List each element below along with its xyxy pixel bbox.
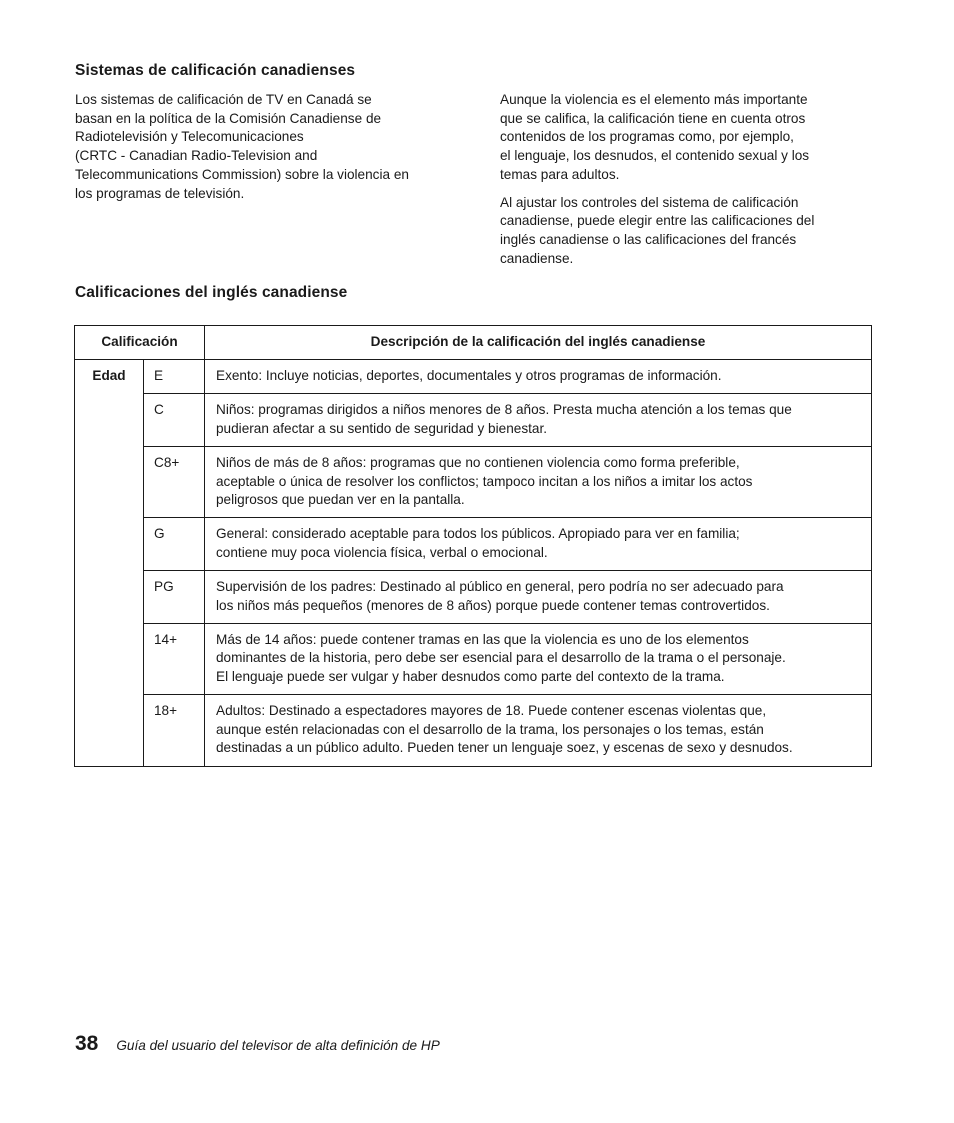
text-line: Al ajustar los controles del sistema de calificación <box>500 194 799 210</box>
rating-code: 18+ <box>144 695 205 766</box>
text-line: Exento: Incluye noticias, deportes, documentales y otros programas de información. <box>216 368 722 383</box>
text-line: Telecommunications Commission) sobre la violencia en <box>75 166 409 182</box>
text-line: Más de 14 años: puede contener tramas en las que la violencia es uno de los elementos <box>216 632 749 648</box>
text-line: Aunque la violencia es el elemento más importante <box>500 92 808 107</box>
table-row <box>75 624 872 695</box>
age-group-label: Edad <box>75 360 144 767</box>
text-line: el lenguaje, los desnudos, el contenido sexual y los <box>500 148 810 164</box>
text-line: Niños de más de 8 años: programas que no contienen violencia como forma preferible, <box>216 455 740 471</box>
text-line: Niños: programas dirigidos a niños menores de 8 años. Presta mucha atención a los temas que <box>216 402 792 418</box>
rating-description <box>205 447 872 518</box>
rating-code: C8+ <box>144 447 205 518</box>
violence-paragraph <box>500 91 865 185</box>
text-line: Los sistemas de calificación de TV en Canadá se <box>75 92 372 107</box>
rating-code: E <box>144 360 205 394</box>
table-row <box>75 394 872 447</box>
table-row <box>75 360 872 394</box>
table-row <box>75 571 872 624</box>
text-line: temas para adultos. <box>500 166 620 182</box>
rating-description <box>205 571 872 624</box>
table-row <box>75 447 872 518</box>
text-line: canadiense, puede elegir entre las calificaciones del <box>500 213 815 229</box>
rating-description <box>205 624 872 695</box>
text-line: que se califica, la calificación tiene en cuenta otros <box>500 110 806 126</box>
text-line: Supervisión de los padres: Destinado al público en general, pero podría no ser adecuado para <box>216 579 784 595</box>
text-line: aceptable o única de resolver los conflictos; tampoco incitan a los niños a imitar los actos <box>216 473 753 489</box>
text-line: los programas de televisión. <box>75 185 245 201</box>
text-line: contiene muy poca violencia física, verbal o emocional. <box>216 544 548 560</box>
text-line: los niños más pequeños (menores de 8 años) porque puede contener temas controvertidos. <box>216 597 770 613</box>
text-line: Radiotelevisión y Telecomunicaciones <box>75 129 304 145</box>
section-heading-canadian-systems: Sistemas de calificación canadienses <box>75 62 356 79</box>
text-line: basan en la política de la Comisión Canadiense de <box>75 110 382 126</box>
header-rating: Calificación <box>75 326 205 360</box>
intro-right-column <box>500 91 865 277</box>
controls-paragraph <box>500 194 865 269</box>
table-row <box>75 695 872 766</box>
rating-code: PG <box>144 571 205 624</box>
table-header-row <box>75 326 872 360</box>
page-number: 38 <box>75 1032 99 1055</box>
rating-code: 14+ <box>144 624 205 695</box>
text-line: canadiense. <box>500 250 574 266</box>
text-line: (CRTC - Canadian Radio-Television and <box>75 148 318 164</box>
rating-description <box>205 360 872 394</box>
header-description: Descripción de la calificación del inglés canadiense <box>205 326 872 360</box>
rating-description <box>205 394 872 447</box>
text-line: peligrosos que puedan ver en la pantalla. <box>216 492 465 508</box>
page-footer <box>75 1032 440 1056</box>
intro-paragraph <box>75 91 450 203</box>
intro-left-column <box>75 91 450 212</box>
rating-code: G <box>144 518 205 571</box>
text-line: pudieran afectar a su sentido de seguridad y bienestar. <box>216 420 548 436</box>
table-row <box>75 518 872 571</box>
text-line: General: considerado aceptable para todos los públicos. Apropiado para ver en familia; <box>216 526 740 542</box>
rating-description <box>205 695 872 766</box>
rating-description <box>205 518 872 571</box>
section-heading-english-ratings: Calificaciones del inglés canadiense <box>75 284 348 301</box>
ratings-table <box>74 325 872 767</box>
text-line: Adultos: Destinado a espectadores mayores de 18. Puede contener escenas violentas que, <box>216 703 767 719</box>
guide-title: Guía del usuario del televisor de alta definición de HP <box>116 1038 440 1053</box>
text-line: contenidos de los programas como, por ejemplo, <box>500 129 794 145</box>
rating-code: C <box>144 394 205 447</box>
text-line: destinadas a un público adulto. Pueden tener un lenguaje soez, y escenas de sexo y desnudos. <box>216 740 793 756</box>
text-line: dominantes de la historia, pero debe ser esencial para el desarrollo de la trama o el personaje. <box>216 650 786 666</box>
text-line: El lenguaje puede ser vulgar y haber desnudos como parte del contexto de la trama. <box>216 668 725 684</box>
text-line: inglés canadiense o las calificaciones del francés <box>500 231 797 247</box>
text-line: aunque estén relacionadas con el desarrollo de la trama, los personajes o los temas, están <box>216 721 764 737</box>
